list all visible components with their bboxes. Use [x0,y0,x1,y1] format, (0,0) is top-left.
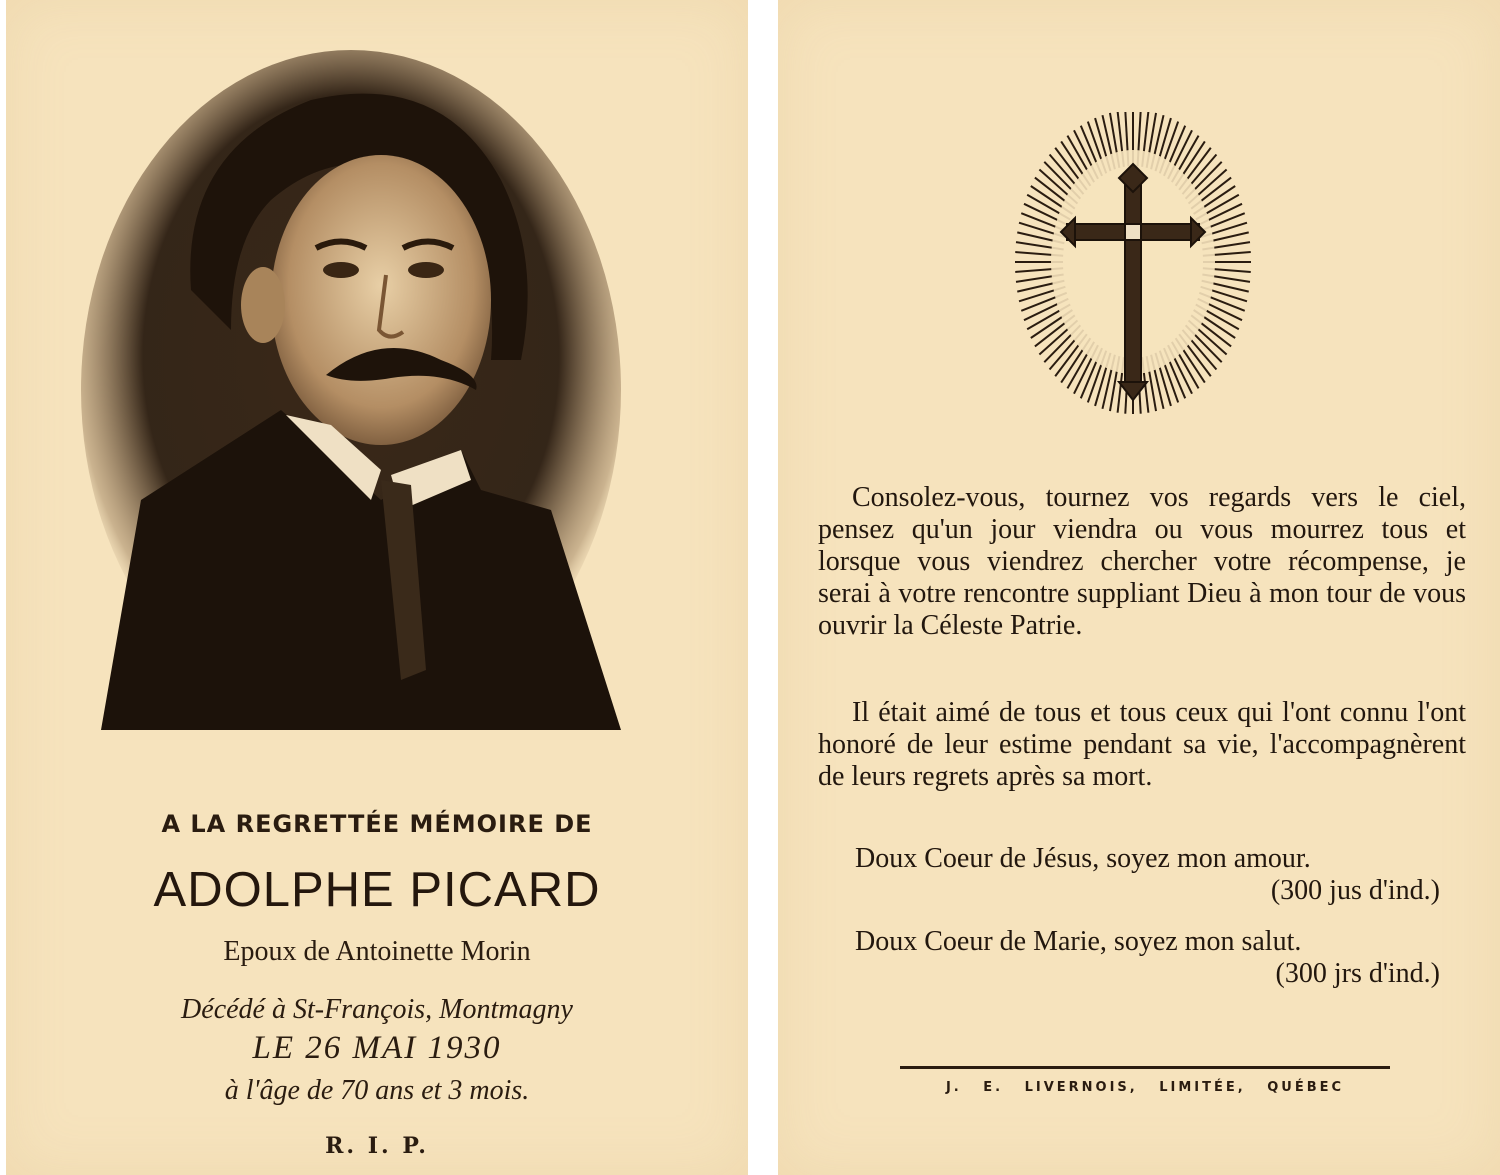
memorial-card-front [6,0,748,1175]
prayer-marie-text: Doux Coeur de Marie, soyez mon salut. [855,926,1302,957]
spouse-line: Epoux de Antoinette Morin [223,936,531,967]
divider-rule [900,1066,1390,1069]
death-place: Décédé à St-François, Montmagny [181,994,573,1025]
consolation-paragraph: Consolez-vous, tournez vos regards vers le ciel, pensez qu'un jour viendra ou vous mourrez tous et lorsque vous viendrez chercher votre récompense, je serai à votre rencontre suppliant Dieu à mon tour de vous ouvrir la Céleste Patrie. [818,482,1466,641]
radiant-cross-icon [1011,112,1255,428]
prayer-marie [855,926,1440,990]
memorial-heading: A LA REGRETTÉE MÉMOIRE DE [161,810,593,838]
tribute-paragraph: Il était aimé de tous et tous ceux qui l'ont connu l'ont honoré de leur estime pendant sa vie, l'accompagnèrent de leurs regrets après sa mort. [818,697,1466,792]
prayer-marie-indulgence: (300 jrs d'ind.) [1275,958,1440,989]
prayer-jesus-text: Doux Coeur de Jésus, soyez mon amour. [855,843,1311,874]
prayer-jesus-indulgence: (300 jus d'ind.) [1270,875,1440,906]
prayer-jesus [855,843,1440,907]
death-date: LE 26 MAI 1930 [252,1030,502,1066]
deceased-name: ADOLPHE PICARD [153,863,601,917]
rip-line: R. I. P. [325,1133,429,1159]
portrait-photo [81,30,641,730]
age-line: à l'âge de 70 ans et 3 mois. [224,1075,530,1106]
printer-imprint: J. E. LIVERNOIS, LIMITÉE, QUÉBEC [945,1080,1345,1095]
